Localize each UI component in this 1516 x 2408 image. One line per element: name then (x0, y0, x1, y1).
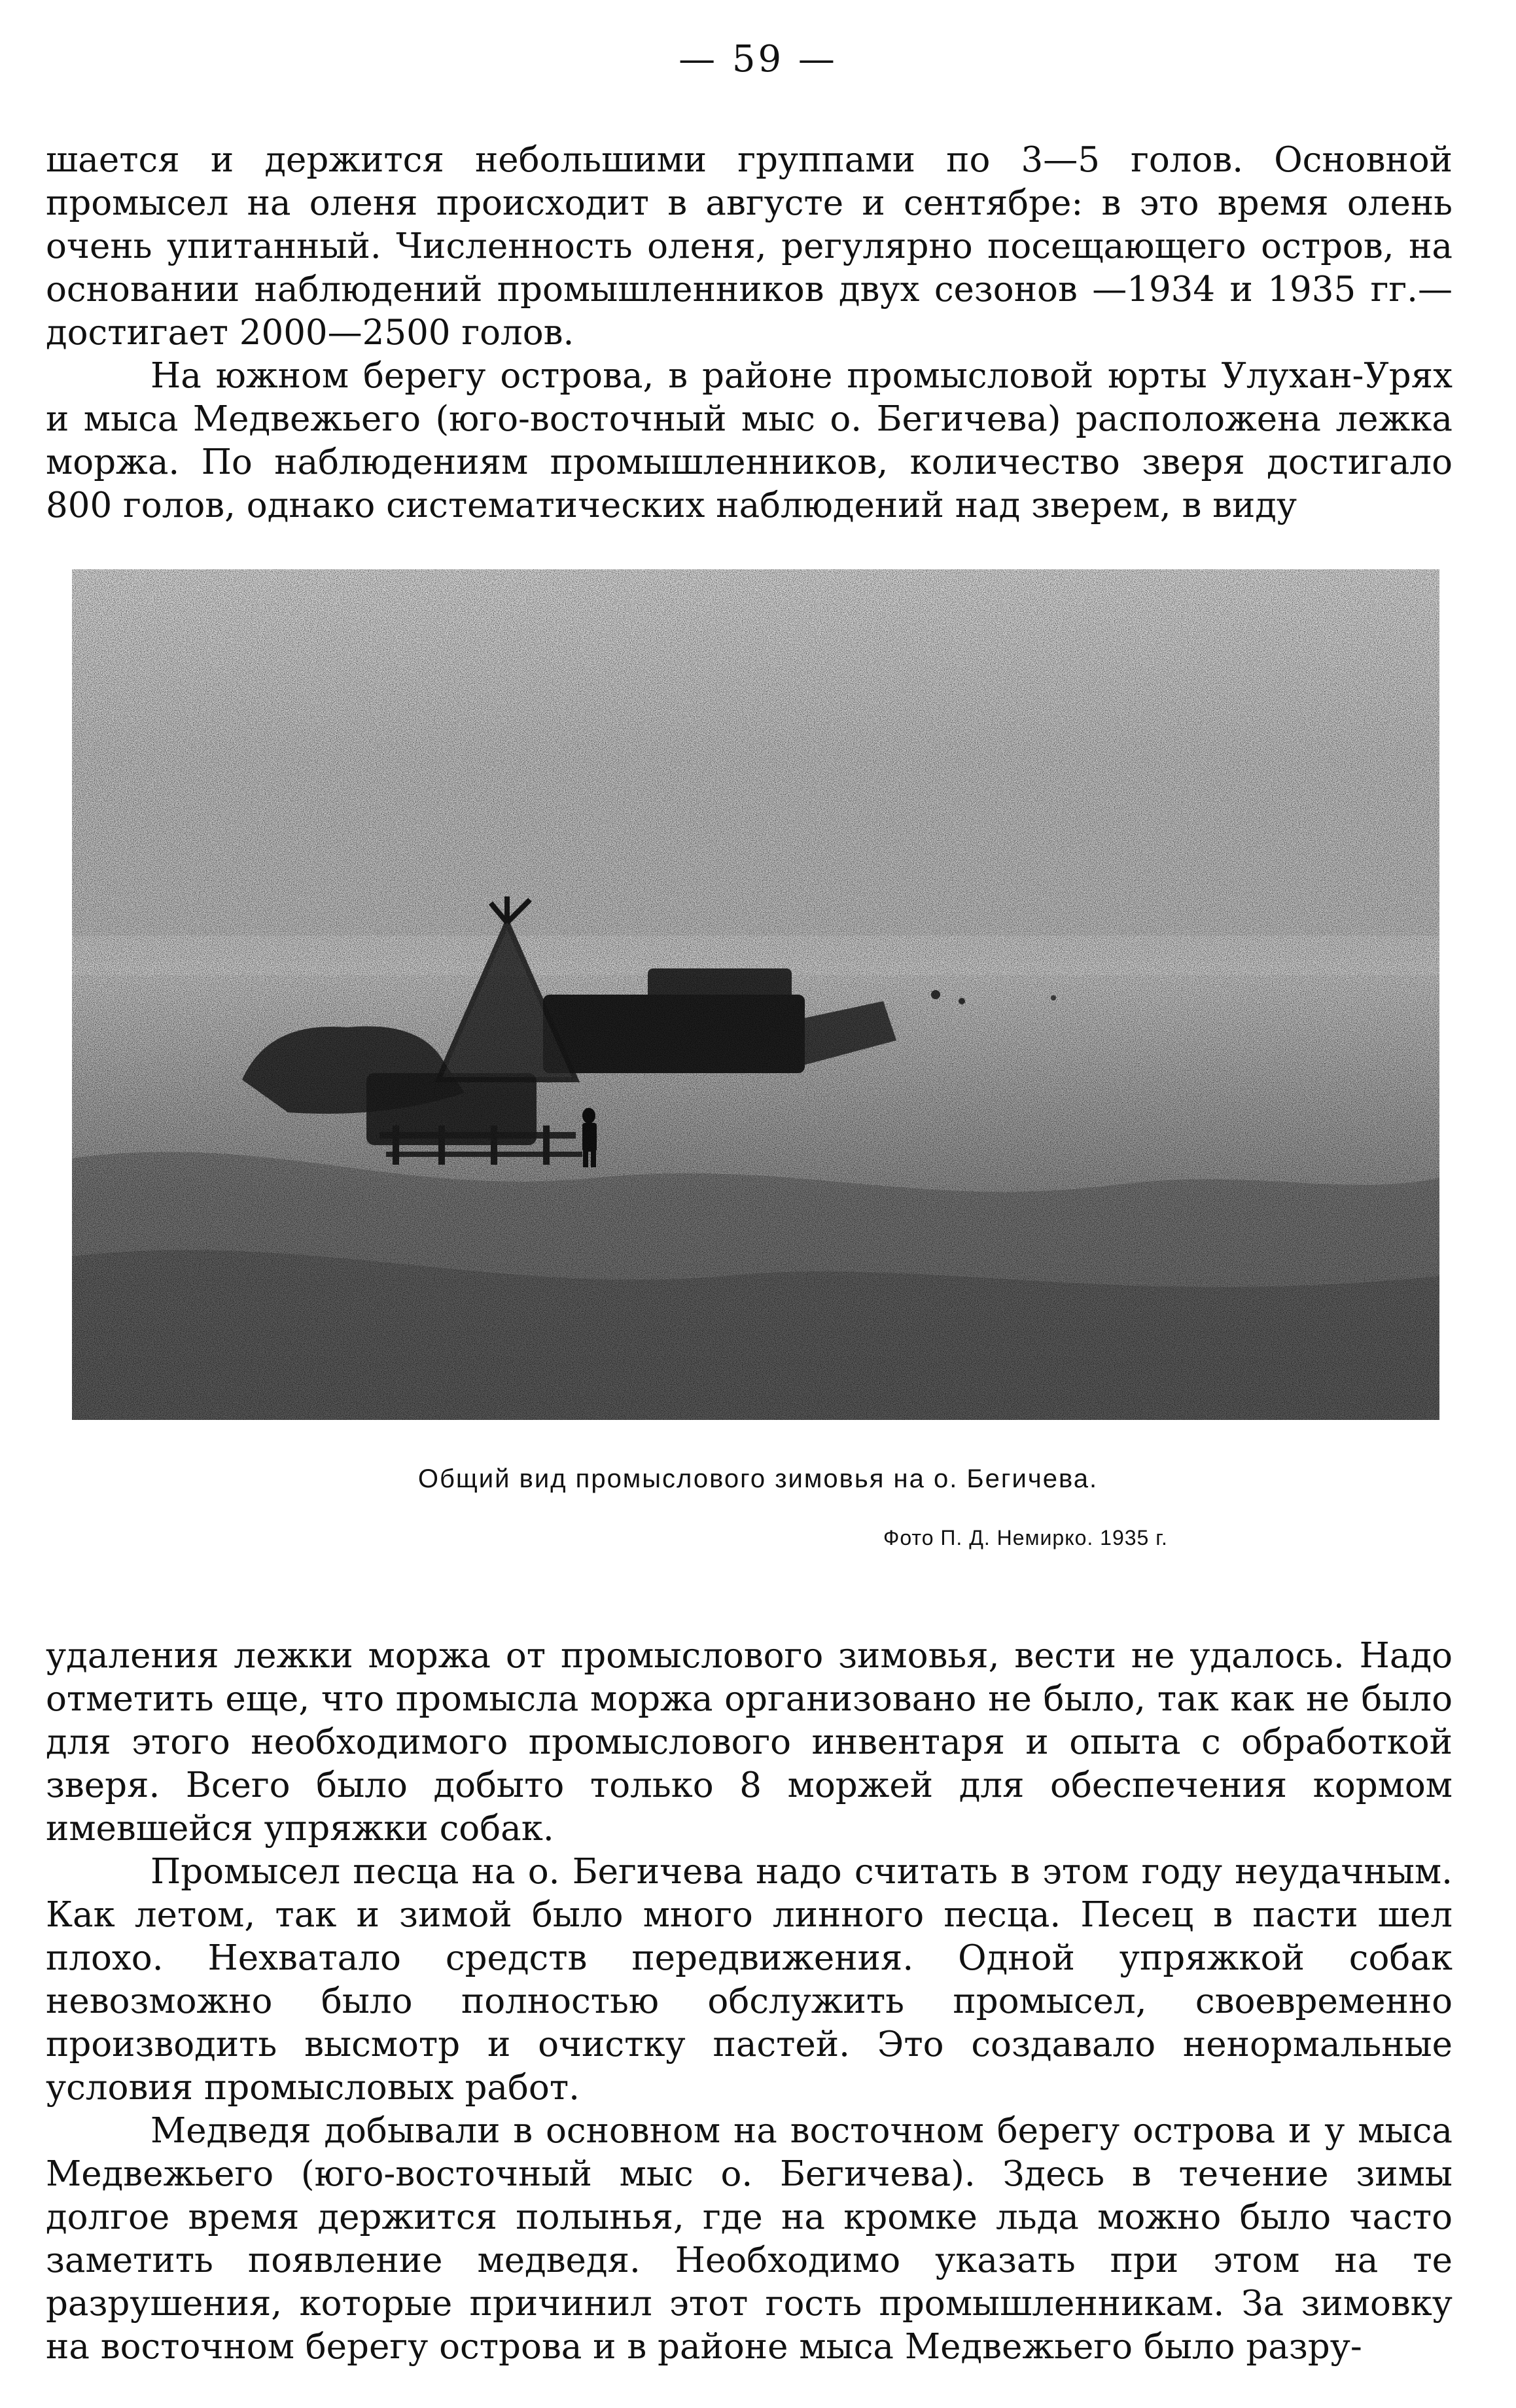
page-number: — 59 — (679, 38, 837, 80)
figure-caption: Общий вид промыслового зимовья на о. Бегичева. (417, 1464, 1099, 1493)
paragraph: удаления лежки моржа от промыслового зимовья, вести не удалось. Надо отметить еще, что промысла моржа организовано не было, так как не было для этого необходимого промыслового инвентаря и опыта с обработкой зверя. Всего было добыто только 8 моржей для обеспечения кормом имевшейся упряжки собак. (46, 1636, 1453, 1849)
photograph-winter-camp (72, 569, 1439, 1420)
photo-credit: Фото П. Д. Немирко. 1935 г. (883, 1526, 1168, 1549)
paragraph: На южном берегу острова, в районе промысловой юрты Улухан-Урях и мыса Медвежьего (юго-восточный мыс о. Бегичева) расположена лежка моржа. По наблюдениям промышленников, количество зверя достигало 800 голов, однако систематических наблюдений над зверем, в виду (46, 356, 1453, 525)
text-block-top (46, 139, 1453, 527)
paragraph: Медведя добывали в основном на восточном берегу острова и у мыса Медвежьего (юго-восточный мыс о. Бегичева). Здесь в течение зимы долгое время держится полынья, где на кромке льда можно было часто заметить появление медведя. Необходимо указать при этом на те разрушения, которые причинил этот гость промышленникам. За зимовку на восточном берегу острова и в районе мыса Медвежьего было разру- (46, 2111, 1453, 2367)
text-block-bottom (46, 1635, 1453, 2369)
paragraph: шается и держится небольшими группами по 3—5 голов. Основной промысел на оленя происходит в августе и сентябре: в это время олень очень упитанный. Численность оленя, регулярно посещающего остров, на основании наблюдений промышленников двух сезонов —1934 и 1935 гг.— достигает 2000—2500 голов. (46, 140, 1453, 353)
paragraph: Промысел песца на о. Бегичева надо считать в этом году неудачным. Как летом, так и зимой было много линного песца. Песец в пасти шел плохо. Нехватало средств передвижения. Одной упряжкой собак невозможно было полностью обслужить промысел, своевременно производить высмотр и очистку пастей. Это создавало ненормальные условия промысловых работ. (46, 1852, 1453, 2108)
